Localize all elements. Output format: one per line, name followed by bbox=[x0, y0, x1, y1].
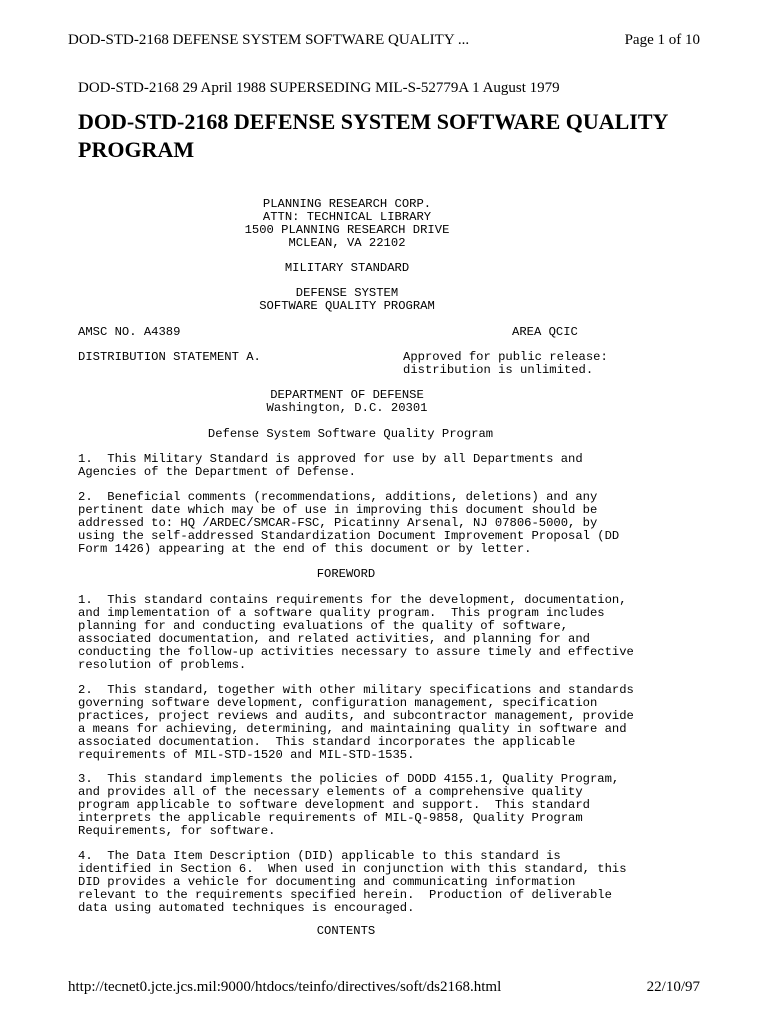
supersede-line: DOD-STD-2168 29 April 1988 SUPERSEDING MIL-S-52779A 1 August 1979 bbox=[78, 80, 560, 96]
address-line: MCLEAN, VA 22102 bbox=[288, 235, 406, 250]
foreword-paragraph: 1. This standard contains requirements for the development, documentation, and implementation of a software quality program. This program includes planning for and conducting evaluations of the quality of software, associated documentation, and related activities, and planning for and conducting the follow-up activities necessary to assure timely and effective resolution of problems. bbox=[78, 593, 634, 672]
address-block bbox=[200, 198, 494, 250]
amsc-number: AMSC NO. A4389 bbox=[78, 325, 181, 339]
header-title: DOD-STD-2168 DEFENSE SYSTEM SOFTWARE QUALITY ... bbox=[68, 32, 470, 48]
foreword-heading: FOREWORD bbox=[316, 567, 376, 581]
foreword-paragraph: 3. This standard implements the policies of DODD 4155.1, Quality Program, and provides all of the necessary elements of a comprehensive quality program applicable to software development and support. This standard interprets the applicable requirements of MIL-Q-9858, Quality Program Requirements, for software. bbox=[78, 772, 620, 838]
page-header bbox=[68, 30, 700, 50]
page-number: Page 1 of 10 bbox=[624, 32, 700, 48]
contents-heading: CONTENTS bbox=[316, 924, 376, 938]
foreword-paragraph: 4. The Data Item Description (DID) applicable to this standard is identified in Section 6. When used in conjunction with this standard, this DID provides a vehicle for documenting and communicating information relevant to the requirements specified herein. Production of deliverable data using automated techniques is encouraged. bbox=[78, 849, 627, 915]
program-title: Defense System Software Quality Program bbox=[207, 427, 494, 441]
address-line: ATTN: TECHNICAL LIBRARY bbox=[262, 209, 432, 224]
document-title: DOD-STD-2168 DEFENSE SYSTEM SOFTWARE QUALITY PROGRAM bbox=[78, 109, 668, 162]
page-footer bbox=[68, 977, 700, 997]
subject-line: DEFENSE SYSTEM bbox=[295, 286, 399, 300]
address-line: 1500 PLANNING RESEARCH DRIVE bbox=[244, 222, 450, 237]
address-line: PLANNING RESEARCH CORP. bbox=[262, 197, 432, 211]
intro-paragraph: 1. This Military Standard is approved for use by all Departments and Agencies of the Department of Defense. bbox=[78, 452, 583, 479]
department-line: DEPARTMENT OF DEFENSE bbox=[270, 388, 424, 402]
subject-block bbox=[200, 287, 494, 313]
foreword-paragraph: 2. This standard, together with other military specifications and standards governing software development, configuration management, specification practices, project reviews and audits, and subcontractor management, provide a means for achieving, determining, and maintaining quality in software and associated documentation. This standard incorporates the applicable requirements of MIL-STD-1520 and MIL-STD-1535. bbox=[78, 683, 634, 762]
print-date: 22/10/97 bbox=[646, 979, 700, 995]
area-code: AREA QCIC bbox=[512, 325, 578, 339]
subject-line: SOFTWARE QUALITY PROGRAM bbox=[259, 298, 435, 313]
military-standard-heading: MILITARY STANDARD bbox=[284, 261, 410, 275]
distribution-statement bbox=[403, 351, 608, 377]
distribution-line: Approved for public release: bbox=[403, 350, 608, 364]
source-url: http://tecnet0.jcte.jcs.mil:9000/htdocs/teinfo/directives/soft/ds2168.html bbox=[68, 979, 502, 995]
department-line: Washington, D.C. 20301 bbox=[266, 400, 428, 415]
intro-paragraph: 2. Beneficial comments (recommendations, additions, deletions) and any pertinent date which may be of use in improving this document should be addressed to: HQ /ARDEC/SMCAR-FSC, Picatinny Arsenal, NJ 07806-5000, by using the self-addressed Standardization Document Improvement Proposal (DD Form 1426) appearing at the end of this document or by letter. bbox=[78, 490, 620, 556]
department-block bbox=[200, 389, 494, 415]
distribution-label: DISTRIBUTION STATEMENT A. bbox=[78, 350, 261, 364]
distribution-line: distribution is unlimited. bbox=[403, 362, 594, 377]
